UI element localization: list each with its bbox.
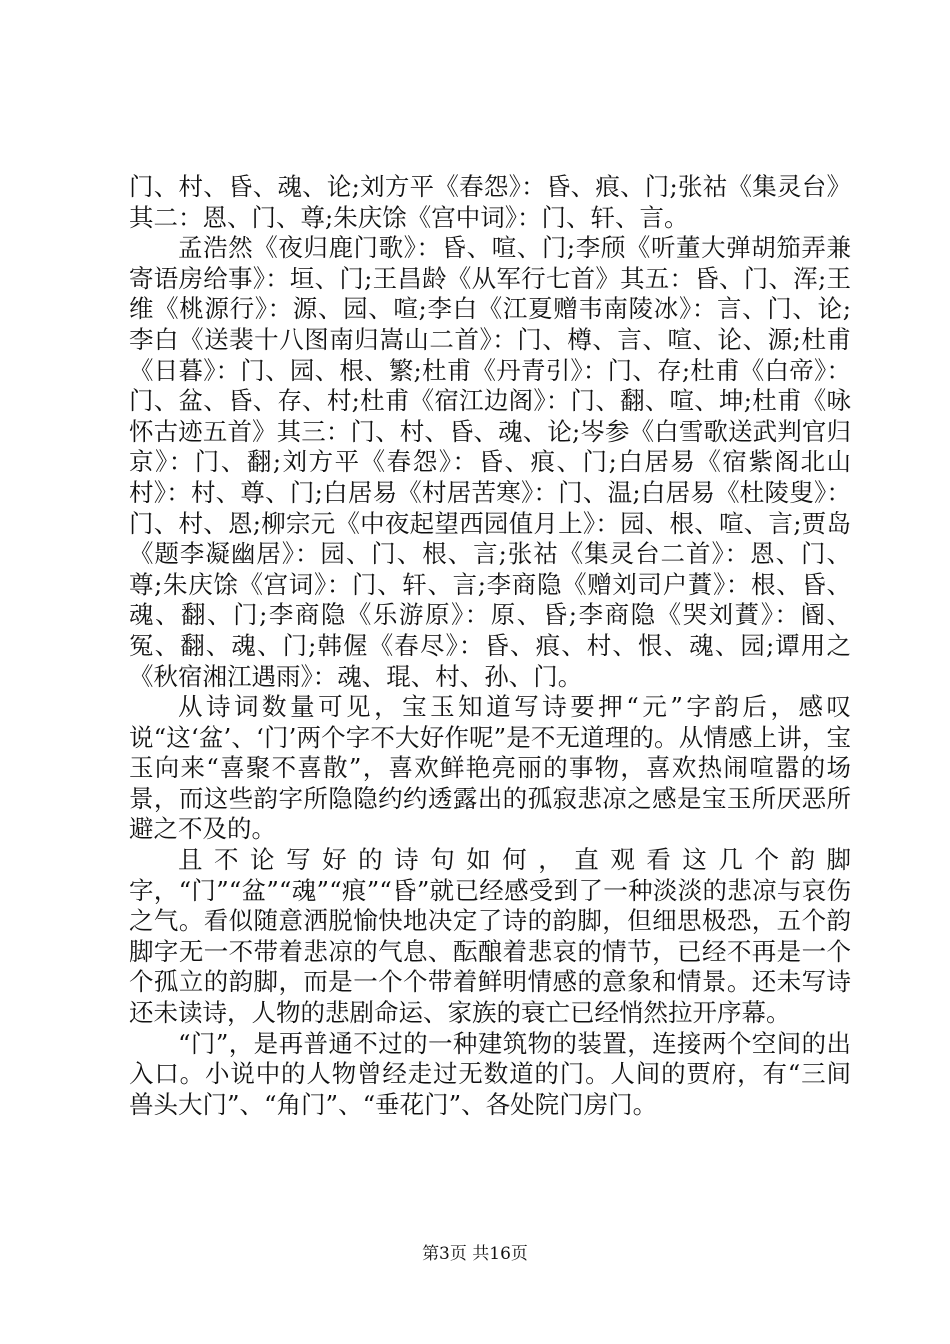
paragraph: 且不论写好的诗句如何，直观看这几个韵脚字，“门”“盆”“魂”“痕”“昏”就已经感受到了一种淡淡的悲凉与哀伤之气。看似随意洒脱愉快地决定了诗的韵脚，但细思极恐，五个韵脚字无一不带着悲凉的气息、酝酿着悲哀的情节，已经不再是一个个孤立的韵脚，而是一个个带着鲜明情感的意象和情景。还未写诗还未读诗，人物的悲剧命运、家族的衰亡已经悄然拉开序幕。 xyxy=(129,845,851,1028)
paragraph: 从诗词数量可见，宝玉知道写诗要押“元”字韵后，感叹说“这‘盆’、‘门’两个字不大好作呢”是不无道理的。从情感上讲，宝玉向来“喜聚不喜散”，喜欢鲜艳亮丽的事物，喜欢热闹喧嚣的场景，而这些韵字所隐隐约约透露出的孤寂悲凉之感是宝玉所厌恶所避之不及的。 xyxy=(129,692,851,844)
body-text xyxy=(129,172,851,1120)
paragraph-continued: 门、村、昏、魂、论;刘方平《春怨》：昏、痕、门;张祜《集灵台》其二：恩、门、尊;朱庆馀《宫中词》：门、轩、言。 xyxy=(129,172,851,232)
paragraph: “门”，是再普通不过的一种建筑物的装置，连接两个空间的出入口。小说中的人物曾经走过无数道的门。人间的贾府，有“三间兽头大门”、“角门”、“垂花门”、各处院门房门。 xyxy=(129,1028,851,1119)
page-number-footer: 第3页 共16页 xyxy=(422,1244,528,1264)
paragraph: 孟浩然《夜归鹿门歌》：昏、喧、门;李颀《听董大弹胡笳弄兼寄语房给事》：垣、门;王昌龄《从军行七首》其五：昏、门、浑;王维《桃源行》：源、园、喧;李白《江夏赠韦南陵冰》：言、门、论;李白《送裴十八图南归嵩山二首》：门、樽、言、喧、论、源;杜甫《日暮》：门、园、根、繁;杜甫《丹青引》：门、存;杜甫《白帝》：门、盆、昏、存、村;杜甫《宿江边阁》：门、翻、喧、坤;杜甫《咏怀古迹五首》其三：门、村、昏、魂、论;岑参《白雪歌送武判官归京》：门、翻;刘方平《春怨》：昏、痕、门;白居易《宿紫阁北山村》：村、尊、门;白居易《村居苦寒》：门、温;白居易《杜陵叟》：门、村、恩;柳宗元《中夜起望西园值月上》：园、根、喧、言;贾岛《题李凝幽居》：园、门、根、言;张祜《集灵台二首》：恩、门、尊;朱庆馀《宫词》：门、轩、言;李商隐《赠刘司户蕡》：根、昏、魂、翻、门;李商隐《乐游原》：原、昏;李商隐《哭刘蕡》：阍、冤、翻、魂、门;韩偓《春尽》：昏、痕、村、恨、魂、园;谭用之《秋宿湘江遇雨》：魂、琨、村、孙、门。 xyxy=(129,233,851,691)
